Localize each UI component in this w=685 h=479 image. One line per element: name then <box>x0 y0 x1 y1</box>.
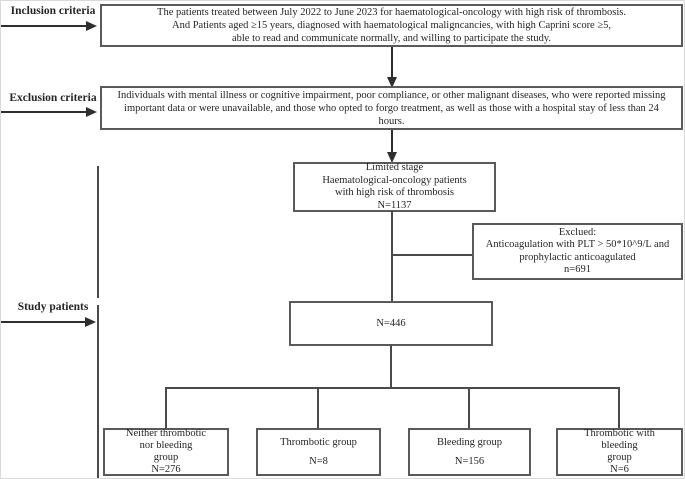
group-thrombotic-bleeding-box <box>556 428 683 476</box>
connector-vertical <box>390 345 392 388</box>
inclusion-arrow-head-icon <box>86 21 97 31</box>
exclusion-criteria-label: Exclusion criteria <box>9 92 97 104</box>
branch-drop-3 <box>468 387 470 428</box>
enrolled-box <box>289 301 493 346</box>
box-line: And Patients aged ≥15 years, diagnosed with haematological maligncancies, with high Caprini score ≥5, <box>171 20 611 31</box>
exclusion-criteria-box <box>100 86 683 130</box>
study-bracket-bottom <box>97 305 99 479</box>
box-line: bleeding <box>601 440 638 451</box>
box-line: Neither thrombotic <box>125 428 207 439</box>
arrow-down-shaft <box>391 47 393 78</box>
box-line: N=276 <box>151 464 181 475</box>
connector-to-excluded <box>392 254 472 256</box>
inclusion-arrow-shaft <box>1 25 87 27</box>
study-arrow-head-icon <box>85 317 96 327</box>
inclusion-criteria-label: Inclusion criteria <box>10 5 96 17</box>
box-line: prophylactic anticoagulated <box>519 251 636 263</box>
box-line: hours. <box>378 115 405 127</box>
box-line: N=156 <box>454 456 485 467</box>
branch-drop-4 <box>618 387 620 428</box>
box-line: Thrombotic with <box>584 428 655 439</box>
box-line: Anticoagulation with PLT > 50*10^9/L and <box>485 239 670 250</box>
branch-drop-2 <box>317 387 319 428</box>
box-line: Haematological-oncology patients <box>322 174 467 186</box>
box-line: Limited stage <box>365 162 424 173</box>
group-neither-box <box>103 428 229 476</box>
group-bleeding-box <box>408 428 531 476</box>
branch-horizontal <box>165 387 620 389</box>
box-line: nor bleeding <box>139 440 193 451</box>
exclusion-arrow-head-icon <box>86 107 97 117</box>
study-patients-label: Study patients <box>17 301 89 313</box>
box-line: with high risk of thrombosis <box>334 187 454 198</box>
box-line: Bleeding group <box>436 437 503 448</box>
box-line: N=1137 <box>377 199 412 211</box>
box-line: important data or were unavailable, and those who opted to forgo treatment, as well as those with a hospital stay of less than 24 <box>124 102 659 114</box>
excluded-box <box>472 223 683 280</box>
box-line: able to read and communicate normally, and willing to participate the study. <box>231 33 552 44</box>
study-bracket-top <box>97 166 99 298</box>
exclusion-arrow-shaft <box>1 111 87 113</box>
box-line: Individuals with mental illness or cognitive impairment, poor compliance, or other malignant diseases, who were reported missing <box>117 89 666 101</box>
box-line: N=6 <box>610 464 629 475</box>
connector-vertical <box>391 211 393 301</box>
box-line: group <box>607 452 632 463</box>
box-line: N=446 <box>376 318 406 329</box>
arrow-down-shaft <box>391 130 393 153</box>
study-arrow-shaft <box>1 321 86 323</box>
group-thrombotic-box <box>256 428 381 476</box>
box-line: Exclued: <box>558 226 597 238</box>
box-line: N=8 <box>309 456 328 467</box>
box-line: n=691 <box>564 264 591 275</box>
box-line: Thrombotic group <box>280 437 357 448</box>
box-line: group <box>153 452 179 463</box>
branch-drop-1 <box>165 387 167 428</box>
limited-stage-box <box>293 162 496 212</box>
inclusion-criteria-box <box>100 4 683 47</box>
box-line: The patients treated between July 2022 to June 2023 for haematological-oncology with high risk of thrombosis. <box>157 7 626 18</box>
